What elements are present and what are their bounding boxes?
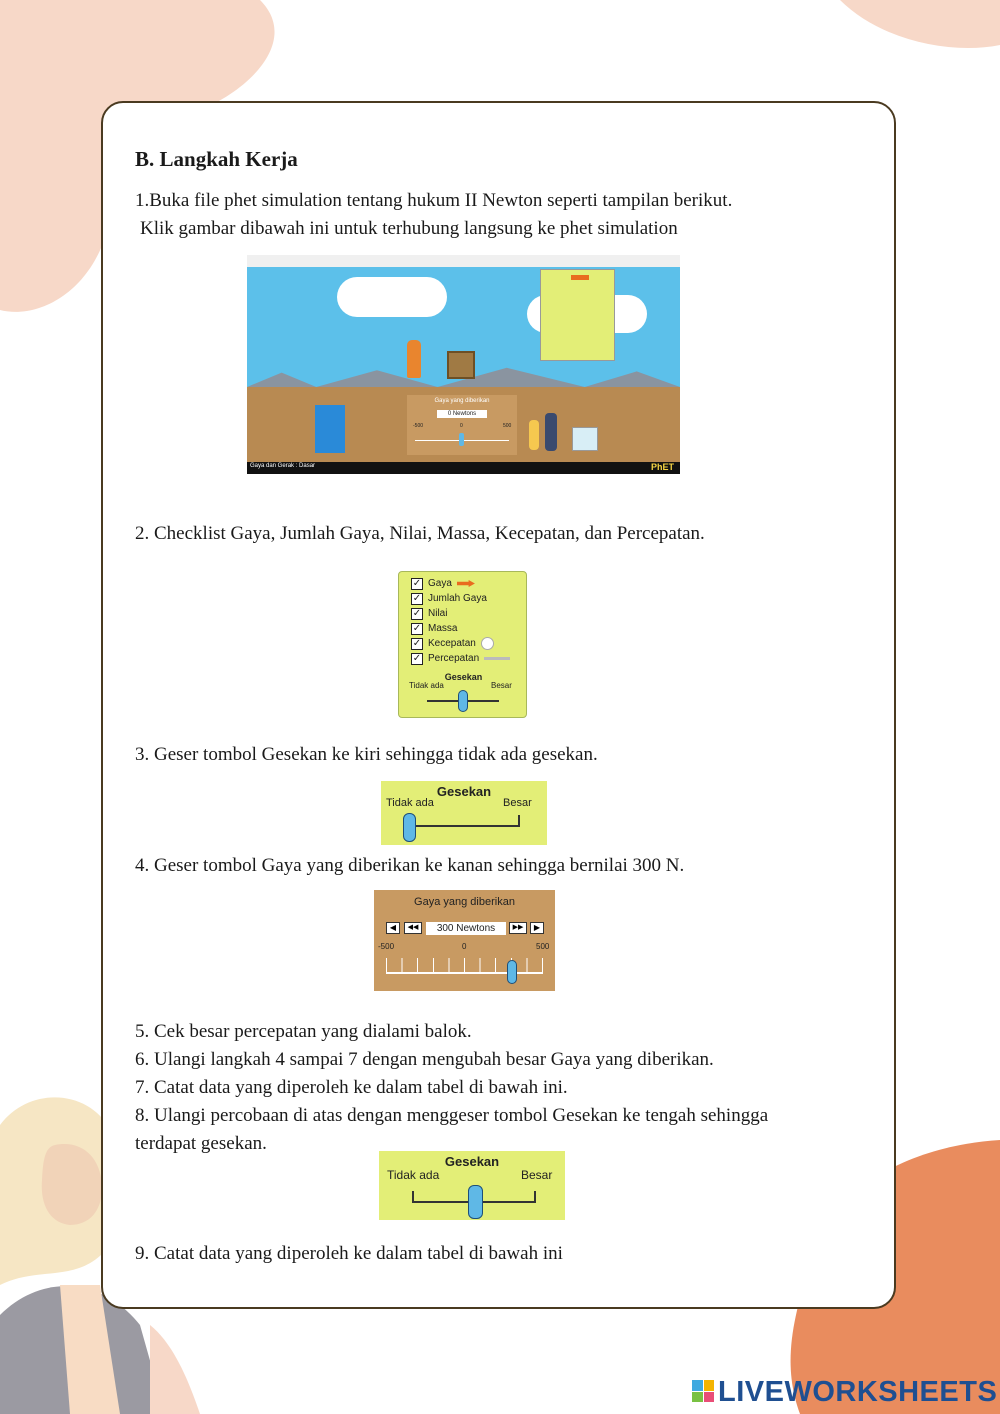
checklist-label: Jumlah Gaya: [428, 593, 487, 604]
decor-blob-top-right: [840, 0, 1000, 60]
checklist-label: Nilai: [428, 608, 448, 619]
force-value-field[interactable]: 0 Newtons: [437, 410, 487, 418]
mini-gaya-arrow-icon: [571, 275, 589, 280]
speedometer-icon: [481, 637, 494, 650]
step-forward-button[interactable]: ▶: [530, 922, 544, 934]
pusher-character-icon: [407, 340, 421, 378]
friction-none-label: Tidak ada: [387, 1168, 440, 1182]
scale-mid-label: 0: [462, 942, 467, 951]
friction-large-label: Besar: [503, 797, 532, 809]
applied-force-panel: [374, 890, 555, 991]
crate-icon: [447, 351, 475, 379]
friction-large-label: Besar: [521, 1168, 553, 1182]
friction-slider-middle: [379, 1151, 565, 1220]
step-1-text: 1.Buka file phet simulation tentang hukum II Newton seperti tampilan berikut.: [135, 190, 733, 211]
person-icon: [529, 420, 539, 450]
person-icon: [545, 413, 557, 451]
step-4-text: 4. Geser tombol Gaya yang diberikan ke kanan sehingga bernilai 300 N.: [135, 855, 685, 876]
checkbox-checked-icon[interactable]: ✓: [412, 637, 422, 649]
checkbox-checked-icon[interactable]: ✓: [412, 622, 422, 634]
friction-slider-none: [381, 781, 547, 845]
checklist-friction-large: Besar: [491, 681, 512, 690]
step-2-text: 2. Checklist Gaya, Jumlah Gaya, Nilai, Massa, Kecepatan, dan Percepatan.: [135, 523, 705, 544]
checklist-friction-title: Gesekan: [444, 672, 483, 682]
scale-max-label: 500: [536, 942, 550, 951]
checkbox-checked-icon[interactable]: ✓: [412, 607, 422, 619]
checklist-item-gaya[interactable]: [411, 576, 526, 591]
friction-track-end: [534, 1191, 536, 1203]
checklist-item-kecepatan[interactable]: [411, 636, 526, 651]
checklist-label: Percepatan: [428, 653, 480, 664]
sim-footer-label: Gaya dan Gerak : Dasar: [250, 463, 316, 469]
sim-footer: [247, 462, 680, 474]
checklist-item-massa[interactable]: [411, 621, 526, 636]
force-ticks: [386, 958, 543, 972]
friction-thumb[interactable]: [468, 1185, 483, 1219]
step-9-text: 9. Catat data yang diperoleh ke dalam tabel di bawah ini: [135, 1243, 563, 1264]
step-5-text: 5. Cek besar percepatan yang dialami balok.: [135, 1021, 472, 1042]
checklist-item-percepatan[interactable]: [411, 651, 526, 666]
fridge-icon: [315, 405, 345, 453]
force-slider-thumb[interactable]: [459, 433, 464, 446]
checkbox-checked-icon[interactable]: ✓: [412, 577, 422, 589]
liveworksheets-logo-icon: [692, 1380, 714, 1402]
applied-force-title: Gaya yang diberikan: [414, 896, 515, 908]
force-slider-track: [386, 972, 543, 974]
force-value-field[interactable]: 300 Newtons: [426, 922, 506, 935]
accelerometer-icon: [484, 657, 510, 660]
scale-min: -500: [413, 423, 424, 429]
checklist-label: Gaya: [428, 578, 452, 589]
step-1-instruction: Klik gambar dibawah ini untuk terhubung langsung ke phet simulation: [140, 218, 678, 239]
cloud-icon: [337, 277, 447, 317]
phet-logo: PhET: [650, 462, 674, 472]
checkbox-checked-icon[interactable]: ✓: [412, 652, 422, 664]
phet-simulation-image[interactable]: [247, 255, 680, 474]
scale-min-label: -500: [378, 942, 395, 951]
friction-track-end: [518, 815, 520, 827]
applied-force-box: [407, 395, 517, 455]
scale-mid: 0: [460, 423, 463, 429]
step-3-text: 3. Geser tombol Gesekan ke kiri sehingga tidak ada gesekan.: [135, 744, 598, 765]
checkbox-checked-icon[interactable]: ✓: [412, 592, 422, 604]
liveworksheets-logo: LIVEWORKSHEETS: [718, 1376, 998, 1408]
friction-none-label: Tidak ada: [386, 797, 434, 809]
checklist-label: Kecepatan: [428, 638, 476, 649]
checklist-panel: [398, 571, 527, 718]
friction-track: [409, 825, 519, 827]
sim-control-panel: [540, 269, 615, 361]
checklist-item-nilai[interactable]: [411, 606, 526, 621]
friction-thumb[interactable]: [403, 813, 416, 842]
fast-forward-button[interactable]: ▶▶: [509, 922, 527, 934]
checklist-friction-none: Tidak ada: [409, 681, 444, 690]
checklist-friction-thumb[interactable]: [458, 690, 468, 712]
step-8-text: 8. Ulangi percobaan di atas dengan menggeser tombol Gesekan ke tengah sehingga: [135, 1105, 769, 1126]
applied-force-title: Gaya yang diberikan: [434, 398, 490, 404]
scale-max: 500: [503, 423, 512, 429]
force-slider-thumb[interactable]: [507, 960, 517, 984]
section-heading: B. Langkah Kerja: [135, 147, 298, 171]
step-back-button[interactable]: ◀: [386, 922, 400, 934]
bucket-icon: [572, 427, 598, 451]
fast-back-button[interactable]: ◀◀: [404, 922, 422, 934]
friction-title: Gesekan: [444, 1154, 500, 1169]
checklist-item-jumlah-gaya[interactable]: [411, 591, 526, 606]
step-7-text: 7. Catat data yang diperoleh ke dalam tabel di bawah ini.: [135, 1077, 568, 1098]
friction-title: Gesekan: [436, 784, 492, 799]
force-arrow-icon: [457, 580, 475, 587]
step-6-text: 6. Ulangi langkah 4 sampai 7 dengan mengubah besar Gaya yang diberikan.: [135, 1049, 714, 1070]
checklist-label: Massa: [428, 623, 458, 634]
step-8-continuation: terdapat gesekan.: [135, 1133, 267, 1154]
